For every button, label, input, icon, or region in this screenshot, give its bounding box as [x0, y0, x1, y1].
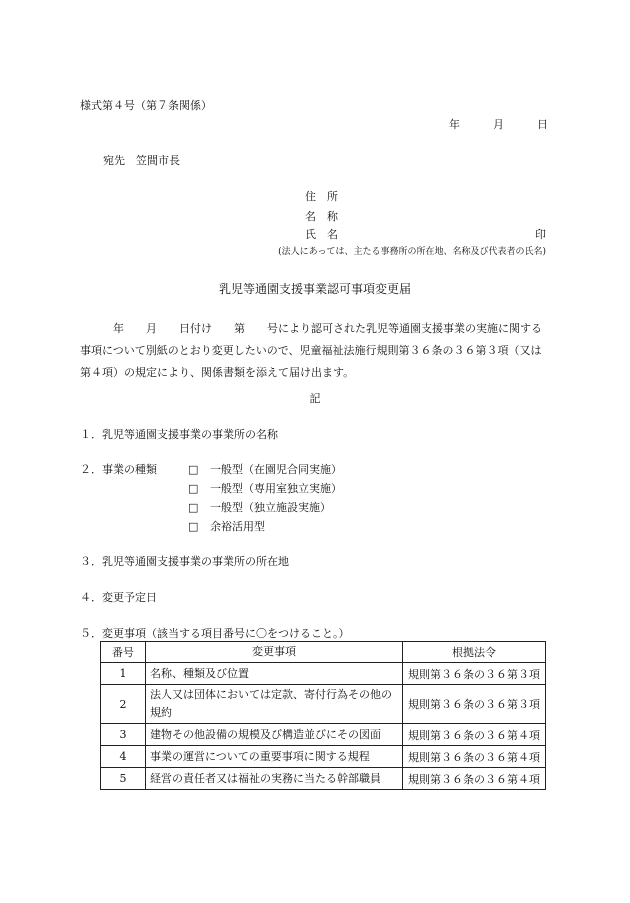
row-number: 1: [101, 663, 146, 685]
business-type-label: 余裕活用型: [210, 520, 265, 533]
row-number: 4: [101, 746, 146, 768]
applicant-address-label: 住 所: [305, 190, 338, 203]
date-day: 日: [537, 118, 548, 131]
row-change-item: 名称、種類及び位置: [146, 663, 403, 685]
header-number: 番号: [101, 642, 146, 663]
business-type-label: 一般型（在園児合同実施）: [210, 463, 342, 476]
table-row: [101, 746, 546, 768]
business-type-option[interactable]: [188, 499, 342, 518]
item-5-change-items: ５．変更事項（該当する項目番号に〇をつけること。）: [80, 627, 350, 640]
applicant-person-label: 氏 名: [305, 228, 338, 241]
business-type-label: 一般型（専用室独立実施）: [210, 482, 342, 495]
row-number: 3: [101, 724, 146, 746]
table-row: [101, 768, 546, 790]
business-type-option[interactable]: [188, 518, 342, 537]
seal-mark: 印: [535, 228, 546, 241]
addressee: 宛先 笠間市長: [103, 154, 180, 167]
header-change-item: 変更事項: [146, 642, 403, 663]
row-change-item: 経営の責任者又は福祉の実務に当たる幹部職員: [146, 768, 403, 790]
row-legal-basis: 規則第３６条の３６第３項: [403, 685, 546, 724]
item-3-facility-location: ３．乳児等通園支援事業の事業所の所在地: [80, 555, 289, 568]
row-legal-basis: 規則第３６条の３６第４項: [403, 746, 546, 768]
change-items-table: [100, 641, 546, 790]
table-row: [101, 685, 546, 724]
row-legal-basis: 規則第３６条の３６第４項: [403, 724, 546, 746]
business-type-list: [188, 461, 342, 537]
row-legal-basis: 規則第３６条の３６第４項: [403, 768, 546, 790]
business-type-option[interactable]: [188, 480, 342, 499]
row-change-item: 事業の運営についての重要事項に関する規程: [146, 746, 403, 768]
table-header-row: [101, 642, 546, 663]
business-type-label: 一般型（独立施設実施）: [210, 501, 331, 514]
document-title: 乳児等通園支援事業認可事項変更届: [218, 282, 411, 296]
business-type-option[interactable]: [188, 461, 342, 480]
body-text: 年 月 日付け 第 号により認可された乳児等通園支援事業の実施に関する事項について別紙のとおり変更したいので、児童福祉法施行規則第３６条の３６第３項（又は第４項）の規定により、関係書類を添えて届け出ます。: [80, 322, 542, 379]
item-2-business-type-label: ２．事業の種類: [80, 463, 157, 476]
row-number: 5: [101, 768, 146, 790]
header-legal-basis: 根拠法令: [403, 642, 546, 663]
table-row: [101, 724, 546, 746]
row-change-item: 法人又は団体においては定款、寄付行為その他の規約: [146, 685, 403, 724]
checkbox-icon[interactable]: □: [188, 501, 199, 514]
form-id: 様式第４号（第７条関係）: [80, 99, 212, 112]
date-month: 月: [493, 118, 504, 131]
checkbox-icon[interactable]: □: [188, 463, 199, 476]
checkbox-icon[interactable]: □: [188, 482, 199, 495]
applicant-note: (法人にあっては、主たる事務所の所在地、名称及び代表者の氏名): [278, 247, 546, 257]
applicant-name-label: 名 称: [305, 210, 338, 223]
item-1-facility-name: １．乳児等通園支援事業の事業所の名称: [80, 428, 278, 441]
row-number: 2: [101, 685, 146, 724]
ki-heading: 記: [309, 392, 321, 405]
date-line: [449, 116, 548, 132]
item-4-change-date: ４．変更予定日: [80, 591, 157, 604]
row-change-item: 建物その他設備の規模及び構造並びにその図面: [146, 724, 403, 746]
row-legal-basis: 規則第３６条の３６第３項: [403, 663, 546, 685]
table-row: [101, 663, 546, 685]
date-year: 年: [449, 118, 460, 131]
checkbox-icon[interactable]: □: [188, 520, 199, 533]
